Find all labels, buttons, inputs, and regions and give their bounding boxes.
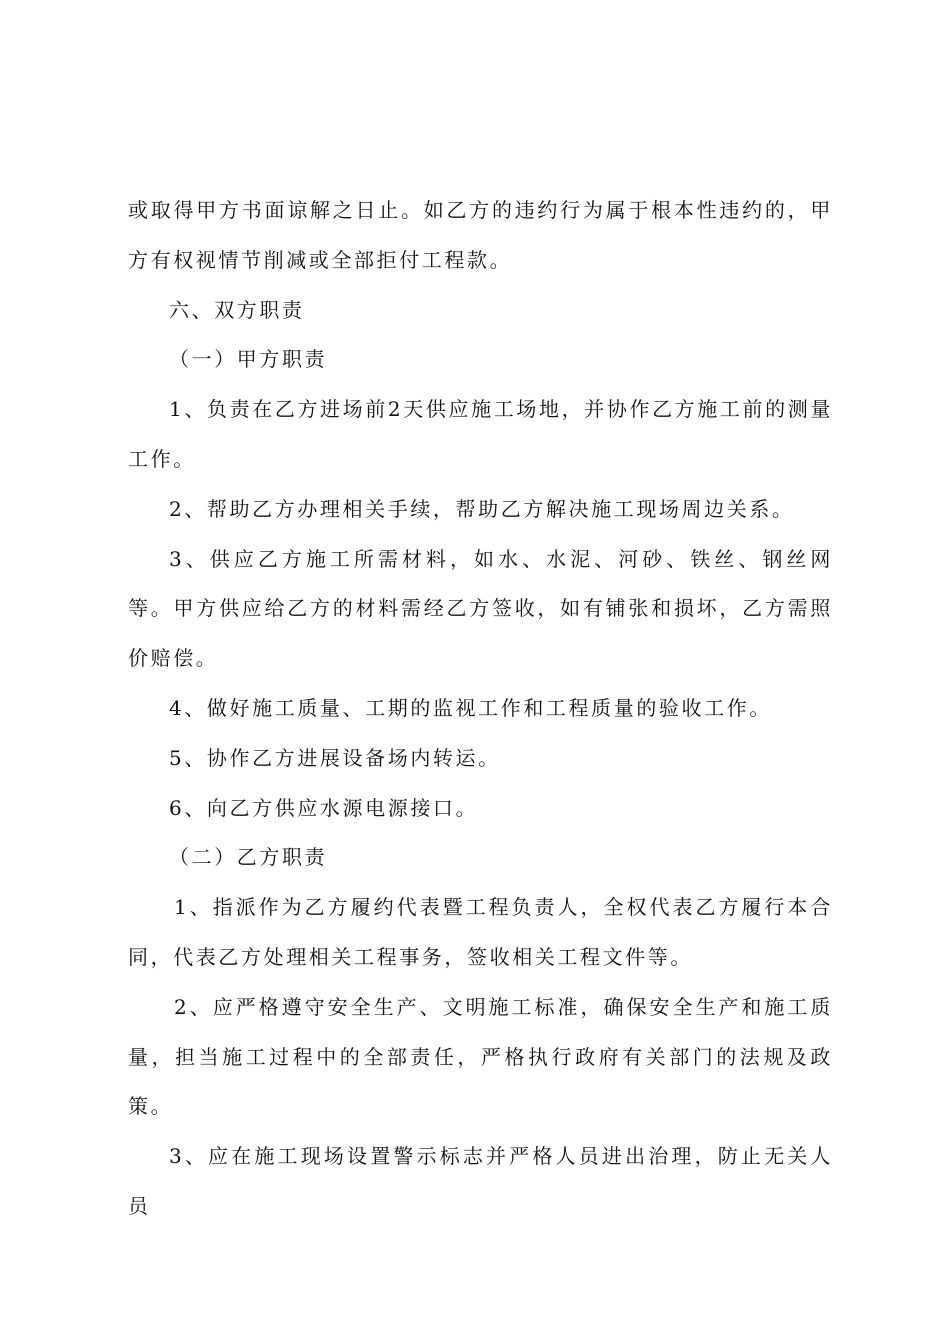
party-a-item-5: 5、协作乙方进展设备场内转运。 xyxy=(169,745,501,770)
paragraph-continuation: 或取得甲方书面谅解之日止。如乙方的违约行为属于根本性违约的，甲方有权视情节削减或全部拒付工程款。 xyxy=(128,198,833,272)
party-b-item-2: 2、应严格遵守安全生产、文明施工标准，确保安全生产和施工质量，担当施工过程中的全部责任，严格执行政府有关部门的法规及政策。 xyxy=(128,994,833,1119)
party-a-item-1: 1、负责在乙方进场前2天供应施工场地，并协作乙方施工前的测量工作。 xyxy=(128,397,833,471)
party-a-item-3: 3、供应乙方施工所需材料，如水、水泥、河砂、铁丝、钢丝网等。甲方供应给乙方的材料需经乙方签收，如有铺张和损坏，乙方需照价赔偿。 xyxy=(128,546,833,671)
party-a-item-2: 2、帮助乙方办理相关手续，帮助乙方解决施工现场周边关系。 xyxy=(169,496,795,521)
document-body xyxy=(128,186,833,1232)
party-b-item-3: 3、应在施工现场设置警示标志并严格人员进出治理，防止无关人员 xyxy=(128,1144,833,1218)
party-a-item-6: 6、向乙方供应水源电源接口。 xyxy=(169,795,479,820)
subsection-heading-party-b: （二）乙方职责 xyxy=(169,845,328,870)
subsection-heading-party-a: （一）甲方职责 xyxy=(169,347,328,372)
party-a-item-4: 4、做好施工质量、工期的监视工作和工程质量的验收工作。 xyxy=(169,695,772,720)
section-heading-mutual-duties: 六、双方职责 xyxy=(169,297,305,322)
party-b-item-1: 1、指派作为乙方履约代表暨工程负责人，全权代表乙方履行本合同，代表乙方处理相关工程事务，签收相关工程文件等。 xyxy=(128,895,833,969)
